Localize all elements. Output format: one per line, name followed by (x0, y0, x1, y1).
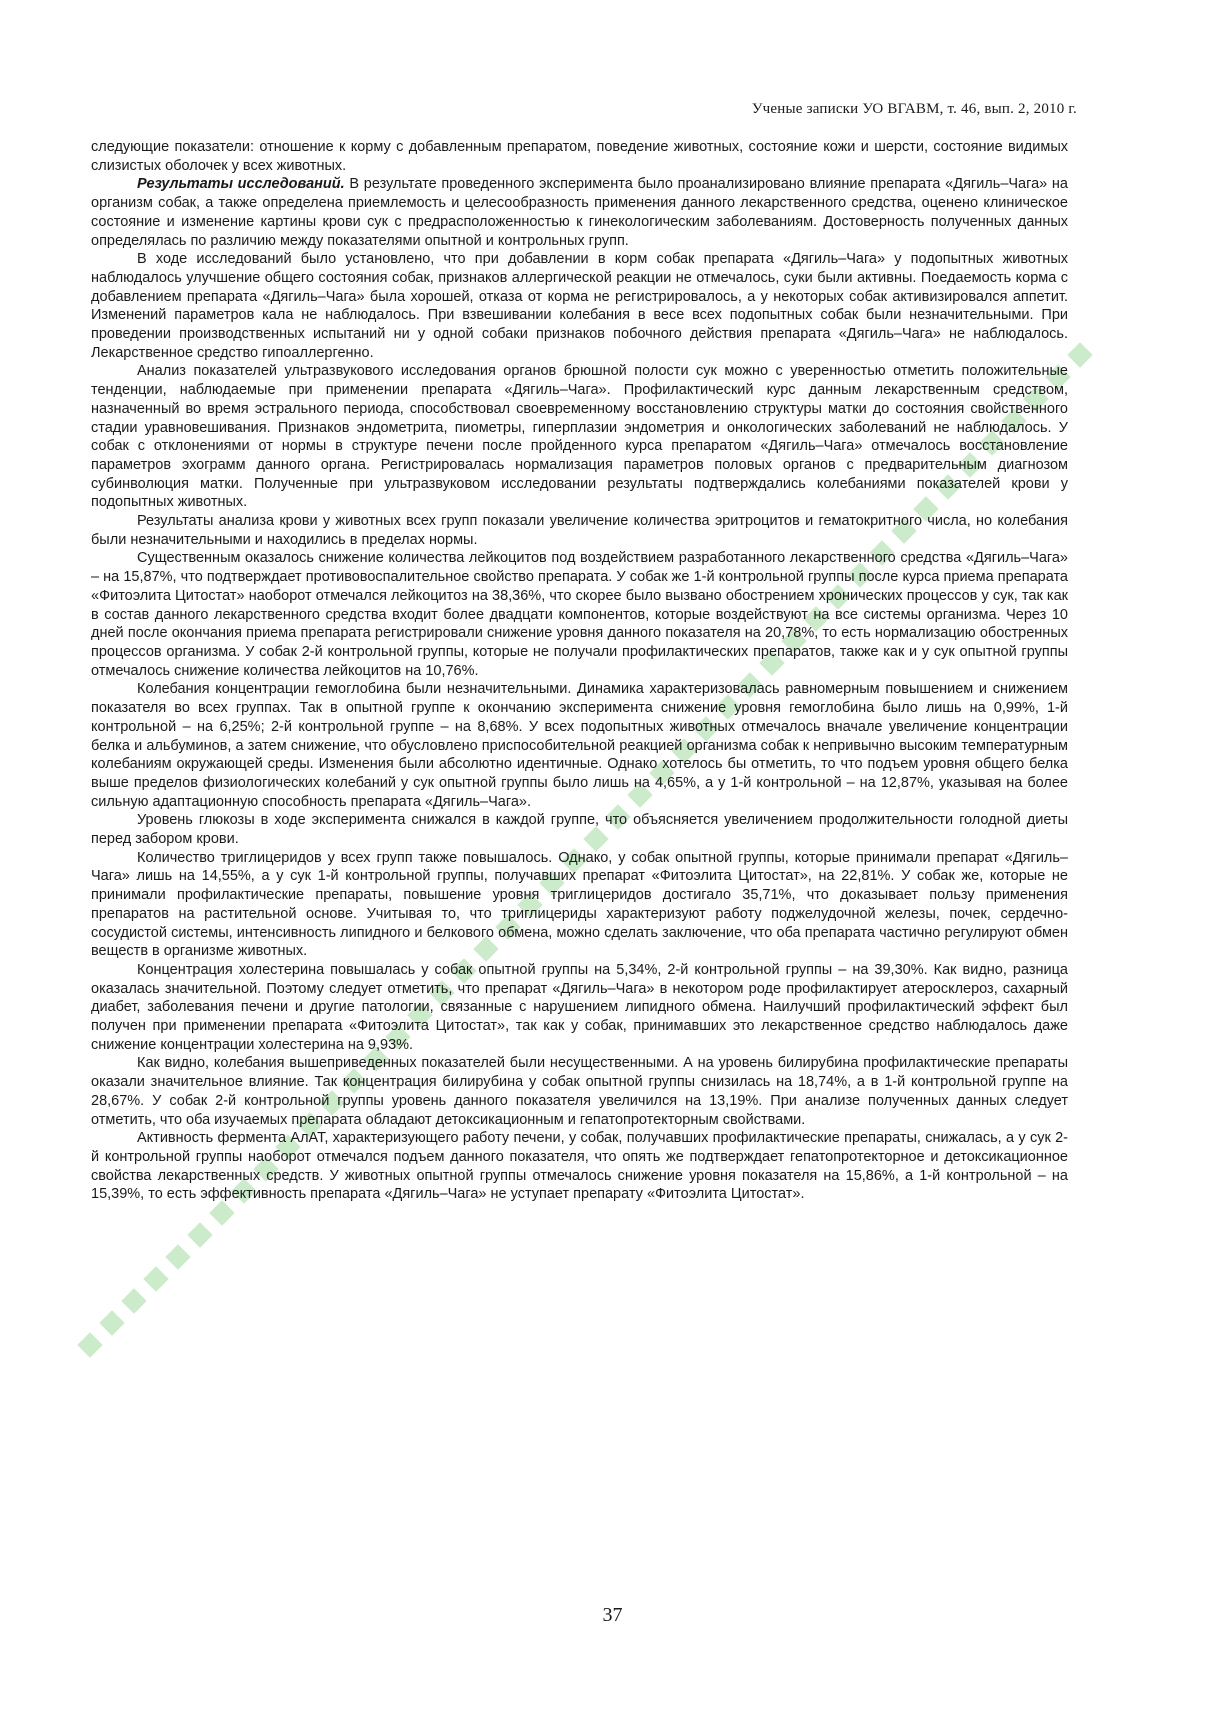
section-lead: Результаты исследований. (137, 176, 345, 193)
paragraph: Анализ показателей ультразвукового исследования органов брюшной полости сук можно с уверенностью отметить положительные тенденции, наблюдаемые при применении препарата «Дягиль–Чага». Профилактический курс данным лекарственным средством, назначенный во время эстрального периода, способствовал своевременному восстановлению структуры матки до состояния свойственного стадии уравновешивания. Признаков эндометрита, пиометры, гиперплазии эндометрия и онкологических заболеваний не наблюдалось. У собак с отклонениями от нормы в структуре печени после пройденного курса препаратом «Дягиль–Чага» отмечалось восстановление параметров эхограмм данного органа. Регистрировалась нормализация параметров половых органов с предварительным диагнозом субинволюция матки. Полученные при ультразвуковом исследовании результаты подтверждались колебаниями показателей крови у подопытных животных. (91, 363, 1068, 511)
watermark-block (1067, 342, 1092, 367)
paragraph: Количество триглицеридов у всех групп также повышалось. Однако, у собак опытной группы, которые принимали препарат «Дягиль–Чага» лишь на 14,55%, а у сук 1-й контрольной группы, получавших препарат «Фитоэлита Цитостат», на 22,81%. У собак же, которые не принимали профилактические препараты, повышение уровня триглицеридов достигало 35,71%, что доказывает пользу применения препаратов на растительной основе. Учитывая то, что триглицериды характеризуют работу поджелудочной железы, почек, сердечно-сосудистой системы, интенсивность липидного и белкового обмена, можно сделать заключение, что оба препарата частично регулируют обмен веществ в организме животных. (91, 849, 1068, 960)
paragraph: Существенным оказалось снижение количества лейкоцитов под воздействием разработанного лекарственного средства «Дягиль–Чага» – на 15,87%, что подтверждает противовоспалительное свойство препарата. У собак же 1-й контрольной группы после курса приема препарата «Фитоэлита Цитостат» наоборот отмечался лейкоцитоз на 38,36%, что скорее было вызвано обострением хронических процессов у сук, так как в состав данного лекарственного средства входит более двадцати компонентов, которые воздействуют на все системы организма. Через 10 дней после окончания приема препарата регистрировали снижение уровня данного показателя на 20,78%, то есть нормализацию обостренных процессов организма. У собак 2-й контрольной группы, которые не получали профилактических препаратов, также как и у сук опытной группы отмечалось снижение количества лейкоцитов на 10,76%. (91, 550, 1068, 679)
paragraph: Колебания концентрации гемоглобина были незначительными. Динамика характеризовалась равномерным повышением и снижением показателя во всех группах. Так в опытной группе к окончанию эксперимента снижение уровня гемоглобина было лишь на 0,99%, 1-й контрольной – на 6,25%; 2-й контрольной группе – на 8,68%. У всех подопытных животных отмечалось вначале увеличение концентрации белка и альбуминов, а затем снижение, что обусловлено приспособительной реакцией организма собак к непривычно высоким температурным колебаниям окружающей среды. Изменения были абсолютно идентичные. Однако хотелось бы отметить, то что подъем уровня общего белка выше пределов физиологических колебаний у сук опытной группы было лишь на 4,65%, а у 1-й контрольной – на 12,87%, указывая на более сильную адаптационную способность препарата «Дягиль–Чага». (91, 681, 1068, 810)
watermark-block (187, 1222, 212, 1247)
watermark-block (165, 1244, 190, 1269)
paragraph: следующие показатели: отношение к корму с добавленным препаратом, поведение животных, состояние кожи и шерсти, состояние видимых слизистых оболочек у всех животных. (91, 139, 1068, 174)
watermark-block (99, 1310, 124, 1335)
paragraph-results (91, 175, 1068, 250)
paragraph-text: В результате проведенного эксперимента было проанализировано влияние препарата «Дягиль–Чага» на организм собак, а также определена приемлемость и целесообразность применения данного лекарственного средства, оценено клиническое состояние и изменение картины крови сук с предрасположенностью к гинекологическим заболеваниям. Достоверность полученных данных определялась по различию между показателями опытной и контрольных групп. (91, 176, 1068, 249)
paragraph: Концентрация холестерина повышалась у собак опытной группы на 5,34%, 2-й контрольной группы – на 39,30%. Как видно, разница оказалась значительной. Поэтому следует отметить, что препарат «Дягиль–Чага» в некотором роде профилактирует атеросклероз, сахарный диабет, заболевания печени и другие патологии, связанные с нарушением липидного обмена. Наилучший профилактический эффект был получен при применении препарата «Фитоэлита Цитостат», так как у собак, принимавших это лекарственное средство наблюдалось даже снижение концентрации холестерина на 9,93%. (91, 961, 1068, 1053)
watermark-block (209, 1200, 234, 1225)
watermark-block (143, 1266, 168, 1291)
article-body (91, 138, 1068, 1204)
paragraph: Уровень глюкозы в ходе эксперимента снижался в каждой группе, что объясняется увеличением продолжительности голодной диеты перед забором крови. (91, 812, 1068, 848)
watermark-block (121, 1288, 146, 1313)
running-header: Ученые записки УО ВГАВМ, т. 46, вып. 2, 2010 г. (751, 101, 1077, 117)
watermark-block (77, 1332, 102, 1357)
paragraph: Результаты анализа крови у животных всех групп показали увеличение количества эритроцитов и гематокритного числа, но колебания были незначительными и находились в пределах нормы. (91, 513, 1068, 548)
paragraph: Активность фермента АлАТ, характеризующего работу печени, у собак, получавших профилактические препараты, снижалась, а у сук 2-й контрольной группы наоборот отмечался подъем данного показателя, что опять же подтверждает гепатопротекторное и детоксикационное свойства лекарственных средств. У животных опытной группы отмечалось снижение уровня показателя на 15,86%, а 1-й контрольной – на 15,39%, то есть эффективность препарата «Дягиль–Чага» не уступает препарату «Фитоэлита Цитостат». (91, 1130, 1068, 1203)
page-number: 37 (602, 1604, 623, 1626)
paragraph: Как видно, колебания вышеприведенных показателей были несущественными. А на уровень билирубина профилактические препараты оказали значительное влияние. Так концентрация билирубина у собак опытной группы снизилась на 18,74%, а в 1-й контрольной группе на 28,67%. У собак 2-й контрольной группы уровень данного показателя увеличился на 13,19%. При анализе полученных данных следует отметить, что оба изучаемых препарата обладают детоксикационным и гепатопротекторным свойствами. (91, 1055, 1068, 1128)
paragraph: В ходе исследований было установлено, что при добавлении в корм собак препарата «Дягиль–Чага» у подопытных животных наблюдалось улучшение общего состояния собак, признаков аллергической реакции не отмечалось, суки были активны. Поедаемость корма с добавлением препарата «Дягиль–Чага» была хорошей, отказа от корма не регистрировалось, а у некоторых собак активизировался аппетит. Изменений параметров кала не наблюдалось. При взвешивании колебания в весе всех подопытных собак были незначительными. При проведении производственных испытаний ни у одной собаки признаков побочного действия препарата «Дягиль–Чага» не наблюдалось. Лекарственное средство гипоаллергенно. (91, 251, 1068, 361)
